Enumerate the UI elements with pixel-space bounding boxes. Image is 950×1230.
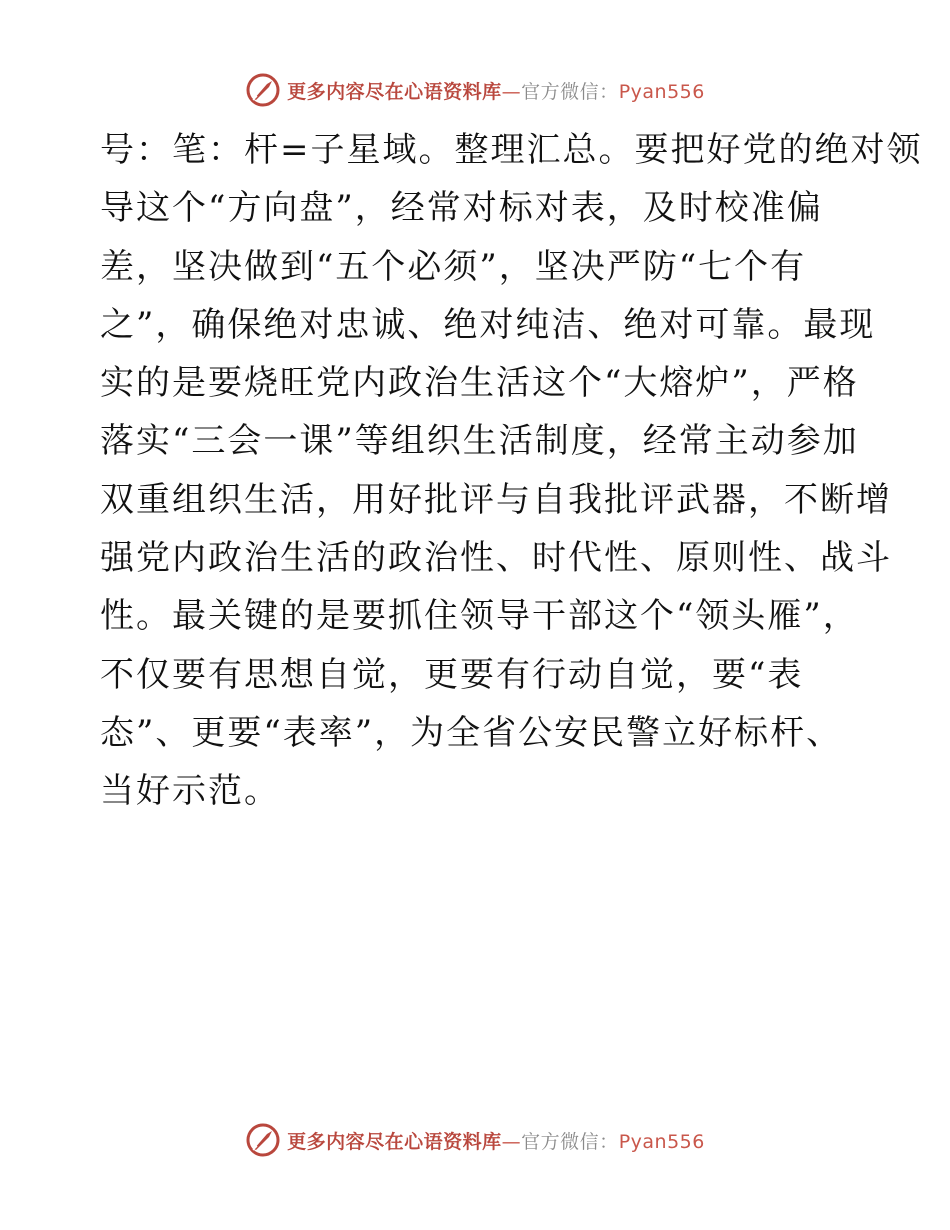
body-line: 不仅要有思想自觉，更要有行动自觉，要“表 <box>100 654 804 695</box>
header-banner-label: 官方微信： <box>521 80 619 103</box>
quill-pen-logo-icon <box>245 1122 281 1158</box>
header-banner-separator: — <box>501 80 522 103</box>
body-line: 双重组织生活，用好批评与自我批评武器，不断增 <box>100 479 892 520</box>
body-line: 导这个“方向盘”，经常对标对表，及时校准偏 <box>100 188 823 229</box>
quill-pen-logo-icon <box>245 72 281 108</box>
document-body <box>100 121 923 821</box>
body-line: 性。最关键的是要抓住领导干部这个“领头雁”， <box>100 596 859 637</box>
header-banner-main: 更多内容尽在心语资料库 <box>287 80 502 103</box>
body-line: 号：笔：杆=子星域。整理汇总。要把好党的绝对领 <box>100 130 923 170</box>
header-banner-text <box>287 77 705 104</box>
header-banner-id: Pyan556 <box>618 80 705 103</box>
footer-banner-text <box>287 1127 705 1154</box>
footer-banner-id: Pyan556 <box>618 1130 705 1153</box>
body-line: 态”、更要“表率”，为全省公安民警立好标杆、 <box>100 712 843 753</box>
footer-banner-label: 官方微信： <box>521 1130 619 1153</box>
body-line: 实的是要烧旺党内政治生活这个“大熔炉”，严格 <box>100 363 859 404</box>
body-line: 落实“三会一课”等组织生活制度，经常主动参加 <box>100 421 859 462</box>
footer-banner <box>0 1120 950 1160</box>
footer-banner-separator: — <box>501 1130 522 1153</box>
header-banner <box>0 70 950 110</box>
body-line: 差，坚决做到“五个必须”，坚决严防“七个有 <box>100 246 807 287</box>
body-line: 之”，确保绝对忠诚、绝对纯洁、绝对可靠。最现 <box>100 304 876 345</box>
footer-banner-main: 更多内容尽在心语资料库 <box>287 1130 502 1153</box>
body-line: 当好示范。 <box>100 771 280 812</box>
body-line: 强党内政治生活的政治性、时代性、原则性、战斗 <box>100 538 892 579</box>
